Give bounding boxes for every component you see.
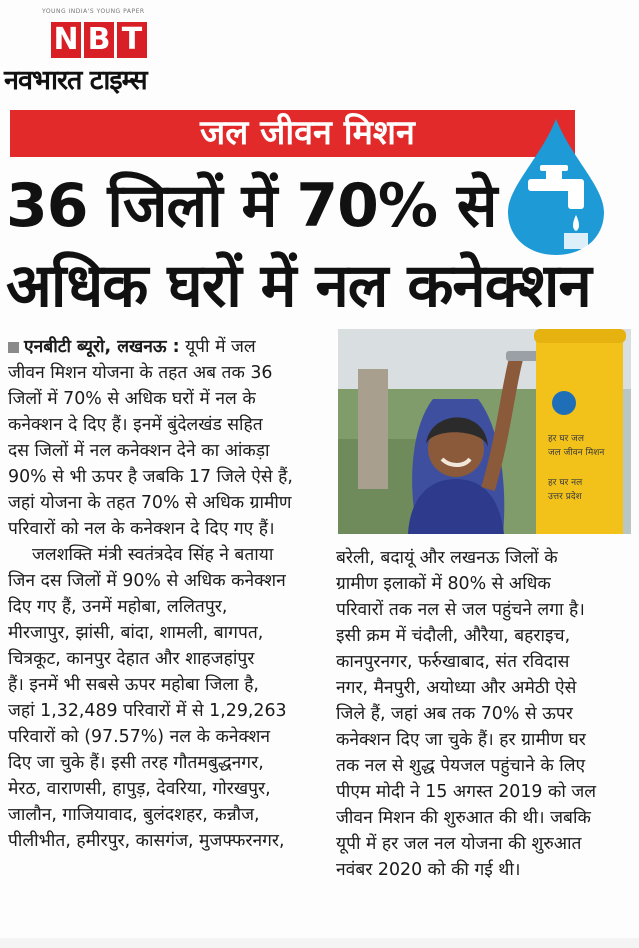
article-line: परिवारों को (97.57%) नल के कनेक्शन [8,727,271,747]
article-line: दस जिलों में नल कनेक्शन देने का आंकड़ा [8,441,270,461]
article-line: कनेक्शन दे दिए हैं। इनमें बुंदेलखंड सहित [8,415,263,435]
article-line: इसी क्रम में चंदौली, औरैया, बहराइच, [336,626,571,646]
article-line: यूपी में हर जल नल योजना की शुरुआत [336,834,582,854]
article-line: कानपुरनगर, फर्रुखाबाद, संत रविदास [336,652,570,672]
article-line: मेरठ, वाराणसी, हापुड़, देवरिया, गोरखपुर, [8,779,271,799]
article-line: मीरजापुर, झांसी, बांदा, शामली, बागपत, [8,623,264,643]
logo-letter-n: N [51,22,81,58]
article-line: बरेली, बदायूं और लखनऊ जिलों के [336,548,558,568]
article-line: जालौन, गाजियावाद, बुलंदशहर, कन्नौज, [8,805,260,825]
article-line: जहां 1,32,489 परिवारों में से 1,29,263 [8,701,287,721]
article-line: जलशक्ति मंत्री स्वतंत्रदेव सिंह ने बताया [32,545,274,565]
water-tap-drop-icon [506,117,606,257]
article-line: दिए गए हैं, उनमें महोबा, ललितपुर, [8,597,228,617]
article-line: 90% से भी ऊपर है जबकि 17 जिले ऐसे हैं, [8,467,293,487]
article-line: तक नल से शुद्ध पेयजल पहुंचाने के लिए [336,756,586,776]
article-line: चित्रकूट, कानपुर देहात और शाहजहांपुर [8,649,255,669]
article-line: परिवारों को नल के कनेक्शन दे दिए गए हैं। [8,519,275,539]
logo-letter-t: T [117,22,147,58]
nbt-logo [51,22,147,58]
bottom-margin [0,938,639,948]
pillar-text-4: उत्तर प्रदेश [548,492,582,502]
woman-at-tap-photo [338,329,631,534]
article-text: यूपी में जल [185,337,256,357]
logo-letter-b: B [84,22,114,58]
headline-line-2: अधिक घरों में नल कनेक्शन [6,251,591,321]
article-line: जीवन मिशन योजना के तहत अब तक 36 [8,363,273,383]
section-banner [10,110,575,157]
headline-line-1: 36 जिलों में 70% से [6,171,497,241]
article-line: ग्रामीण इलाकों में 80% से अधिक [336,574,551,594]
paper-name: नवभारत टाइम्स [4,65,147,96]
article-line: हैं। इनमें भी सबसे ऊपर महोबा जिला है, [8,675,259,695]
article-line: दिए जा चुके हैं। इसी तरह गौतमबुद्धनगर, [8,753,264,773]
article-line: नवंबर 2020 को की गई थी। [336,860,521,880]
section-title: जल जीवन मिशन [200,113,415,153]
article-line: जीवन मिशन की शुरुआत की थी। जबकि [336,808,591,828]
article-line: जिलों में 70% से अधिक घरों में नल के [8,389,256,409]
byline-square-icon [8,342,19,353]
article-column-left [8,334,330,854]
article-line: परिवारों तक नल से जल पहुंचने लगा है। [336,600,585,620]
article-line: पीलीभीत, हमीरपुर, कासगंज, मुजफ्फरनगर, [8,831,285,851]
pillar-text-1: हर घर जल [548,434,584,444]
article-line: नगर, मैनपुरी, अयोध्या और अमेठी ऐसे [336,678,577,698]
article-line: जिन दस जिलों में 90% से अधिक कनेक्शन [8,571,286,591]
article-line: जिले हैं, जहां अब तक 70% से ऊपर [336,704,573,724]
pillar-text-3: हर घर नल [548,478,583,488]
byline: एनबीटी ब्यूरो, लखनऊ : [24,337,180,357]
article-line [8,334,330,360]
article-line: कनेक्शन दिए जा चुके हैं। हर ग्रामीण घर [336,730,586,750]
article-line: जहां योजना के तहत 70% से अधिक ग्रामीण [8,493,292,513]
pillar-text-2: जल जीवन मिशन [548,448,605,458]
article-column-right [336,545,634,883]
masthead-tagline: YOUNG INDIA'S YOUNG PAPER [42,8,145,15]
article-line: पीएम मोदी ने 15 अगस्त 2019 को जल [336,782,597,802]
